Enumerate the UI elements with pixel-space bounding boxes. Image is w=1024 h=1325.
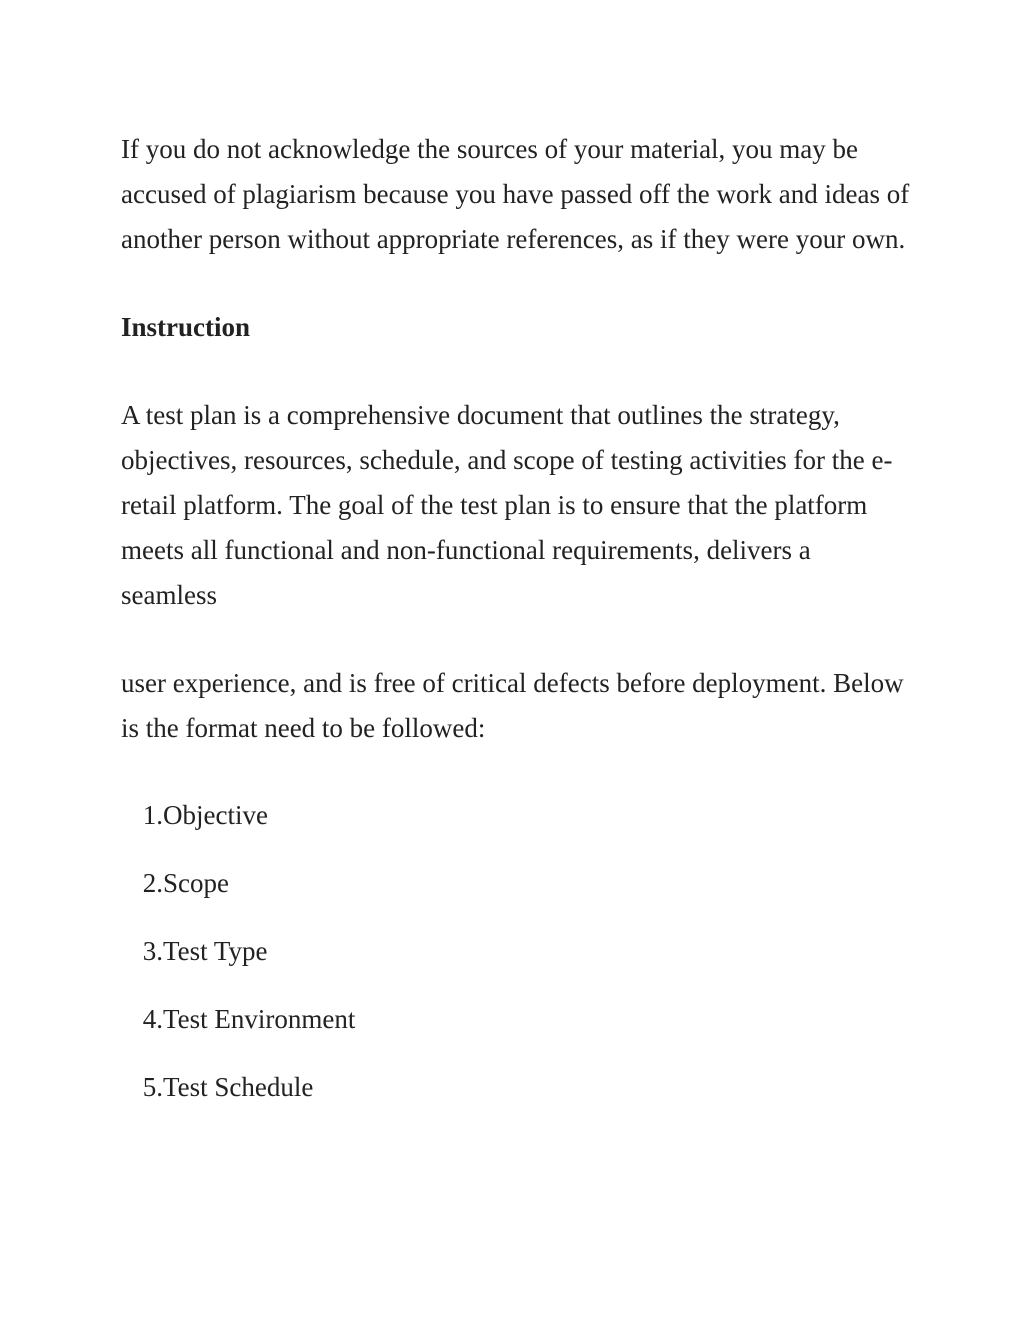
test-plan-paragraph: A test plan is a comprehensive document that outlines the strategy, objectives, resources, schedule, and scope of testing activities for the e-retail platform. The goal of the test plan is to ensure that the platform meets all functional and non-functional requirements, delivers a seamless	[121, 400, 893, 610]
list-item	[121, 793, 911, 838]
document-page	[121, 127, 911, 1133]
list-item-number: 1.	[142, 800, 163, 830]
list-item-text: Test Environment	[163, 1004, 356, 1034]
format-list	[121, 793, 911, 1110]
list-item	[121, 861, 911, 906]
list-item-number: 5.	[142, 1072, 163, 1102]
list-item-text: Test Schedule	[163, 1072, 314, 1102]
list-item-number: 2.	[142, 868, 163, 898]
format-paragraph: user experience, and is free of critical defects before deployment. Below is the format need to be followed:	[121, 668, 904, 743]
list-item	[121, 997, 911, 1042]
intro-paragraph: If you do not acknowledge the sources of your material, you may be accused of plagiarism because you have passed off the work and ideas of another person without appropriate references, as if they were your own.	[121, 134, 910, 254]
section-heading: Instruction	[121, 312, 251, 342]
list-item-text: Objective	[163, 800, 268, 830]
list-item-number: 4.	[142, 1004, 163, 1034]
list-item	[121, 1065, 911, 1110]
list-item-text: Scope	[163, 868, 229, 898]
list-item-text: Test Type	[163, 936, 268, 966]
list-item-number: 3.	[142, 936, 163, 966]
list-item	[121, 929, 911, 974]
